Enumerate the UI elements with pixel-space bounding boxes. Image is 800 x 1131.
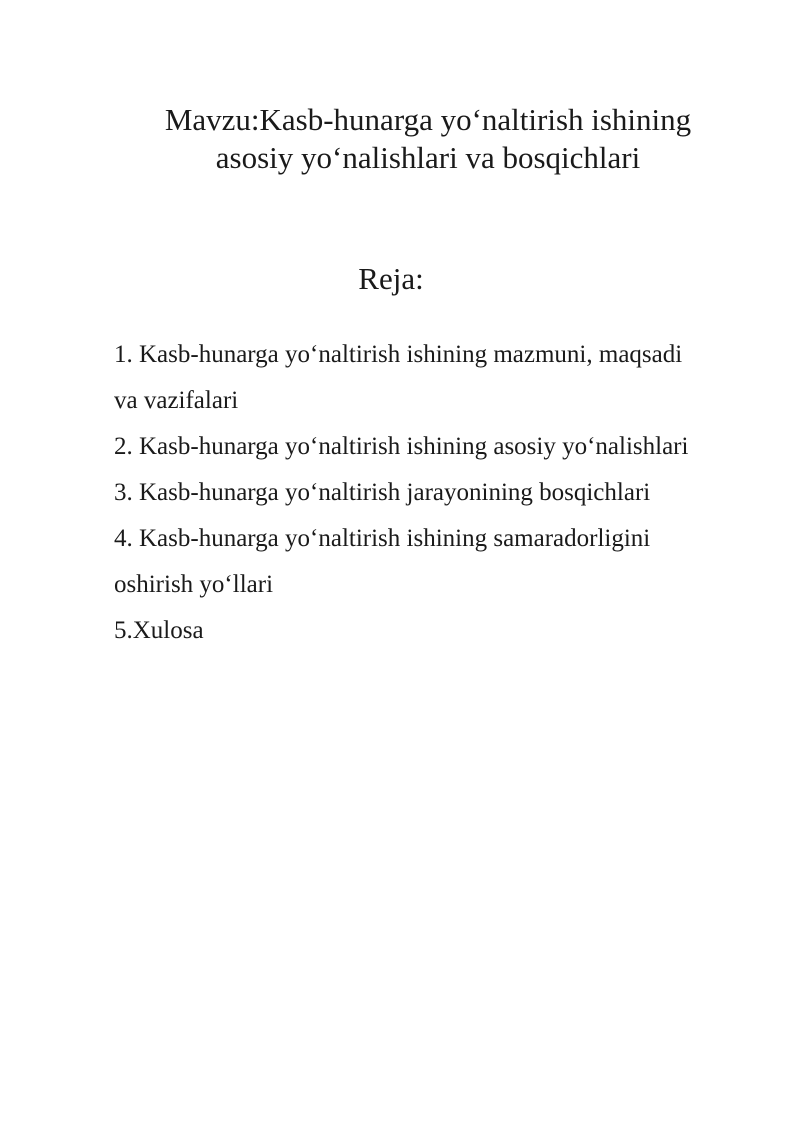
plan-item-line: 1. Kasb-hunarga yo‘naltirish ishining mazmuni, maqsadi [114, 341, 683, 368]
plan-item-line: 3. Kasb-hunarga yo‘naltirish jarayonining bosqichlari [114, 479, 651, 506]
plan-list [114, 332, 774, 654]
document-title [100, 101, 756, 177]
plan-item-line: 4. Kasb-hunarga yo‘naltirish ishining samaradorligini [114, 525, 651, 552]
plan-item [114, 516, 774, 608]
plan-item-line: oshirish yo‘llari [114, 571, 274, 598]
plan-item [114, 470, 774, 516]
plan-item-line: 5.Xulosa [114, 617, 204, 644]
plan-item [114, 332, 774, 424]
plan-item-line: 2. Kasb-hunarga yo‘naltirish ishining asosiy yo‘nalishlari [114, 433, 689, 460]
plan-item [114, 608, 774, 654]
plan-item [114, 424, 774, 470]
plan-item-line: va vazifalari [114, 387, 239, 414]
title-line: Mavzu:Kasb-hunarga yo‘naltirish ishining [164, 102, 692, 137]
title-line: asosiy yo‘nalishlari va bosqichlari [215, 140, 641, 175]
plan-heading: Reja: [358, 261, 424, 296]
